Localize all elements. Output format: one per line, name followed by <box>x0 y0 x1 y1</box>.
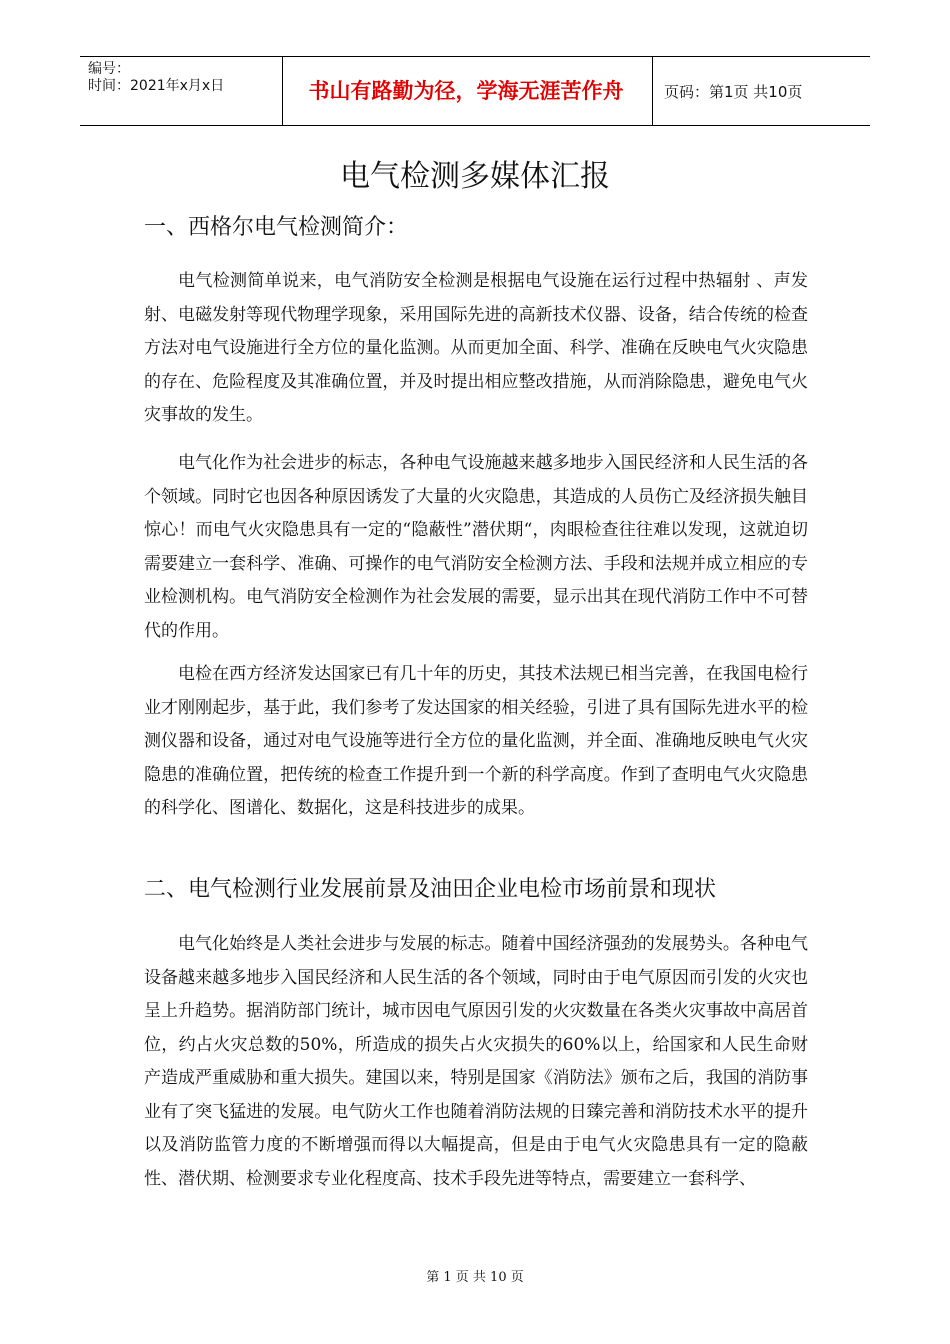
paragraph: 电气化作为社会进步的标志，各种电气设施越来越多地步入国民经济和人民生活的各个领域。同时它也因各种原因诱发了大量的火灾隐患，其造成的人员伤亡及经济损失触目惊心！而电气火灾隐患具有一定的“隐蔽性”潜伏期“，肉眼检查往往难以发现，这就迫切需要建立一套科学、准确、可操作的电气消防安全检测方法、手段和法规并成立相应的专业检测机构。电气消防安全检测作为社会发展的需要，显示出其在现代消防工作中不可替代的作用。 <box>144 453 808 641</box>
page-header <box>80 56 870 126</box>
header-motto: 书山有路勤为径，学海无涯苦作舟 <box>308 79 624 103</box>
paragraph: 电气化始终是人类社会进步与发展的标志。随着中国经济强劲的发展势头。各种电气设备越来越多地步入国民经济和人民生活的各个领域，同时由于电气原因而引发的火灾也呈上升趋势。据消防部门统计，城市因电气原因引发的火灾数量在各类火灾事故中高居首位，约占火灾总数的50%，所造成的损失占火灾损失的60%以上，给国家和人民生命财产造成严重威胁和重大损失。建国以来，特别是国家《消防法》颁布之后，我国的消防事业有了突飞猛进的发展。电气防火工作也随着消防法规的日臻完善和消防技术水平的提升以及消防监管力度的不断增强而得以大幅提高，但是由于电气火灾隐患具有一定的隐蔽性、潜伏期、检测要求专业化程度高、技术手段先进等特点，需要建立一套科学、 <box>144 934 808 1189</box>
page-footer: 第 1 页 共 10 页 <box>426 1270 524 1285</box>
header-divider <box>652 57 653 125</box>
paragraph: 电检在西方经济发达国家已有几十年的历史，其技术法规已相当完善，在我国电检行业才刚刚起步，基于此，我们参考了发达国家的相关经验，引进了具有国际先进水平的检测仪器和设备，通过对电气设施等进行全方位的量化监测，并全面、准确地反映电气火灾隐患的准确位置，把传统的检查工作提升到一个新的科学高度。作到了查明电气火灾隐患的科学化、图谱化、数据化，这是科技进步的成果。 <box>144 664 808 818</box>
section-heading: 一、西格尔电气检测简介： <box>144 215 409 240</box>
header-meta <box>88 57 280 129</box>
document-number-label: 编号： <box>88 61 130 77</box>
section-heading: 二、电气检测行业发展前景及油田企业电检市场前景和现状 <box>144 877 717 902</box>
paragraph: 电气检测简单说来，电气消防安全检测是根据电气设施在运行过程中热辐射 、声发射、电磁发射等现代物理学现象，采用国际先进的高新技术仪器、设备，结合传统的检查方法对电气设施进行全方位的量化监测。从而更加全面、科学、准确在反映电气火灾隐患的存在、危险程度及其准确位置，并及时提出相应整改措施，从而消除隐患，避免电气火灾事故的发生。 <box>144 271 808 425</box>
document-time: 时间：2021年x月x日 <box>88 78 225 94</box>
document-title: 电气检测多媒体汇报 <box>340 159 610 194</box>
header-page-info: 页码：第1页 共10页 <box>664 83 803 101</box>
